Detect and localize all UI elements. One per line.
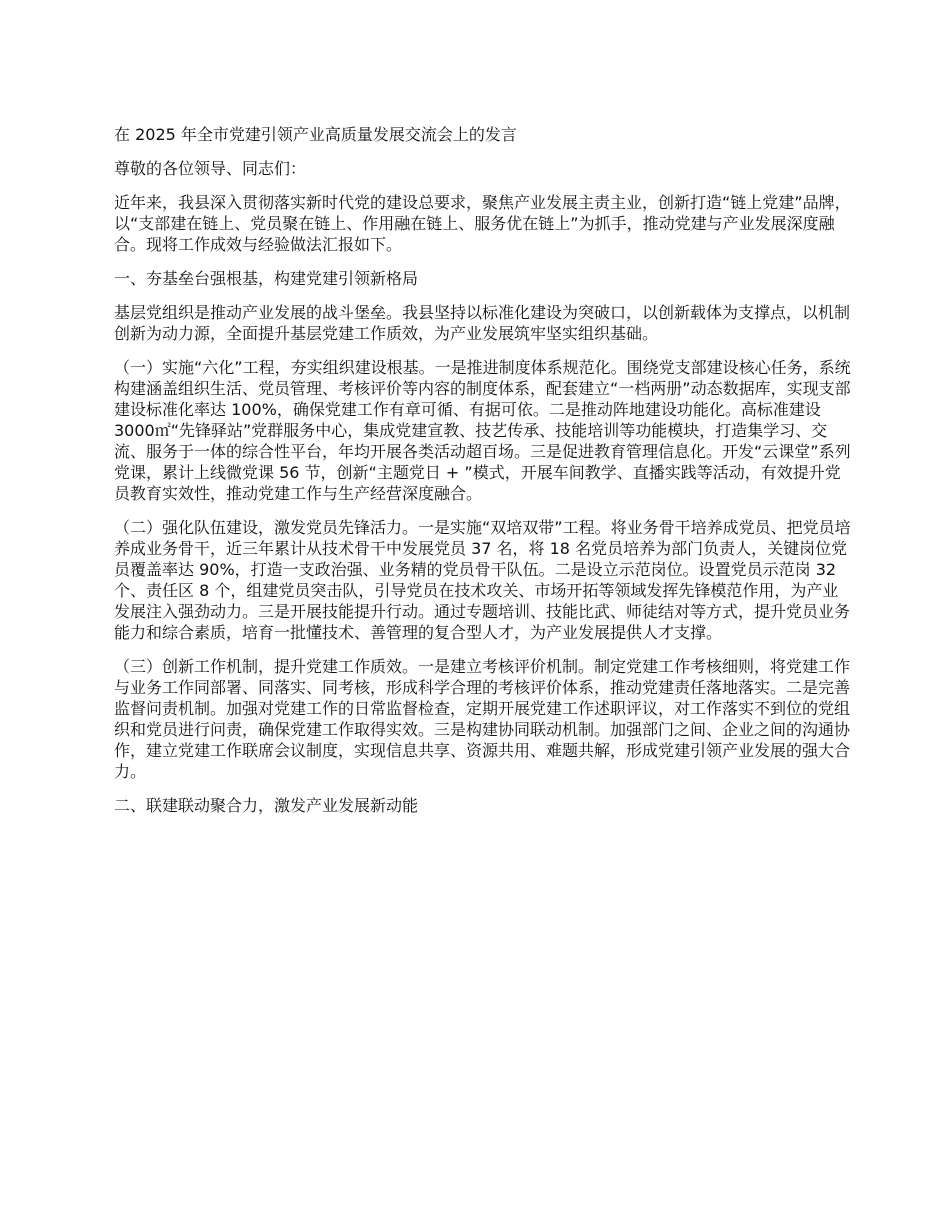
- section-heading-2: 二、联建联动聚合力，激发产业发展新动能: [114, 796, 419, 815]
- paragraph-section1-lead: 基层党组织是推动产业发展的战斗堡垒。我县坚持以标准化建设为突破口，以创新载体为支撑点，以机制创新为动力源，全面提升基层党建工作质效，为产业发展筑牢坚实组织基础。: [114, 303, 851, 343]
- section-heading-1: 一、夯基垒台强根基，构建党建引领新格局: [114, 269, 419, 288]
- salutation: 尊敬的各位领导、同志们：: [114, 159, 307, 178]
- paragraph-intro: 近年来，我县深入贯彻落实新时代党的建设总要求，聚焦产业发展主责主业，创新打造“链上党建”品牌，以“支部建在链上、党员聚在链上、作用融在链上、服务优在链上”为抓手，推动党建与产业发展深度融合。现将工作成效与经验做法汇报如下。: [114, 193, 851, 254]
- document-body: [114, 124, 854, 829]
- paragraph-subsection-1: （一）实施“六化”工程，夯实组织建设根基。一是推进制度体系规范化。围绕党支部建设核心任务，系统构建涵盖组织生活、党员管理、考核评价等内容的制度体系，配套建立“一档两册”动态数据库，实现支部建设标准化率达 100%，确保党建工作有章可循、有据可依。二是推动阵地建设功能化。高标准建设 3000㎡“先锋驿站”党群服务中心，集成党建宣教、技艺传承、技能培训等功能模块，打造集学习、交流、服务于一体的综合性平台，年均开展各类活动超百场。三是促进教育管理信息化。开发“云课堂”系列党课，累计上线微党课 56 节，创新“主题党日 + ”模式，开展车间教学、直播实践等活动，有效提升党员教育实效性，推动党建工作与生产经营深度融合。: [114, 358, 851, 503]
- document-title: 在 2025 年全市党建引领产业高质量发展交流会上的发言: [114, 125, 517, 144]
- paragraph-subsection-2: （二）强化队伍建设，激发党员先锋活力。一是实施“双培双带”工程。将业务骨干培养成党员、把党员培养成业务骨干，近三年累计从技术骨干中发展党员 37 名，将 18 名党员培养为部门负责人，关键岗位党员覆盖率达 90%，打造一支政治强、业务精的党员骨干队伍。二是设立示范岗位。设置党员示范岗 32 个、责任区 8 个，组建党员突击队，引导党员在技术攻关、市场开拓等领域发挥先锋模范作用，为产业发展注入强劲动力。三是开展技能提升行动。通过专题培训、技能比武、师徒结对等方式，提升党员业务能力和综合素质，培育一批懂技术、善管理的复合型人才，为产业发展提供人才支撑。: [114, 518, 851, 642]
- paragraph-subsection-3: （三）创新工作机制，提升党建工作质效。一是建立考核评价机制。制定党建工作考核细则，将党建工作与业务工作同部署、同落实、同考核，形成科学合理的考核评价体系，推动党建责任落地落实。二是完善监督问责机制。加强对党建工作的日常监督检查，定期开展党建工作述职评议，对工作落实不到位的党组织和党员进行问责，确保党建工作取得实效。三是构建协同联动机制。加强部门之间、企业之间的沟通协作，建立党建工作联席会议制度，实现信息共享、资源共用、难题共解，形成党建引领产业发展的强大合力。: [114, 657, 851, 781]
